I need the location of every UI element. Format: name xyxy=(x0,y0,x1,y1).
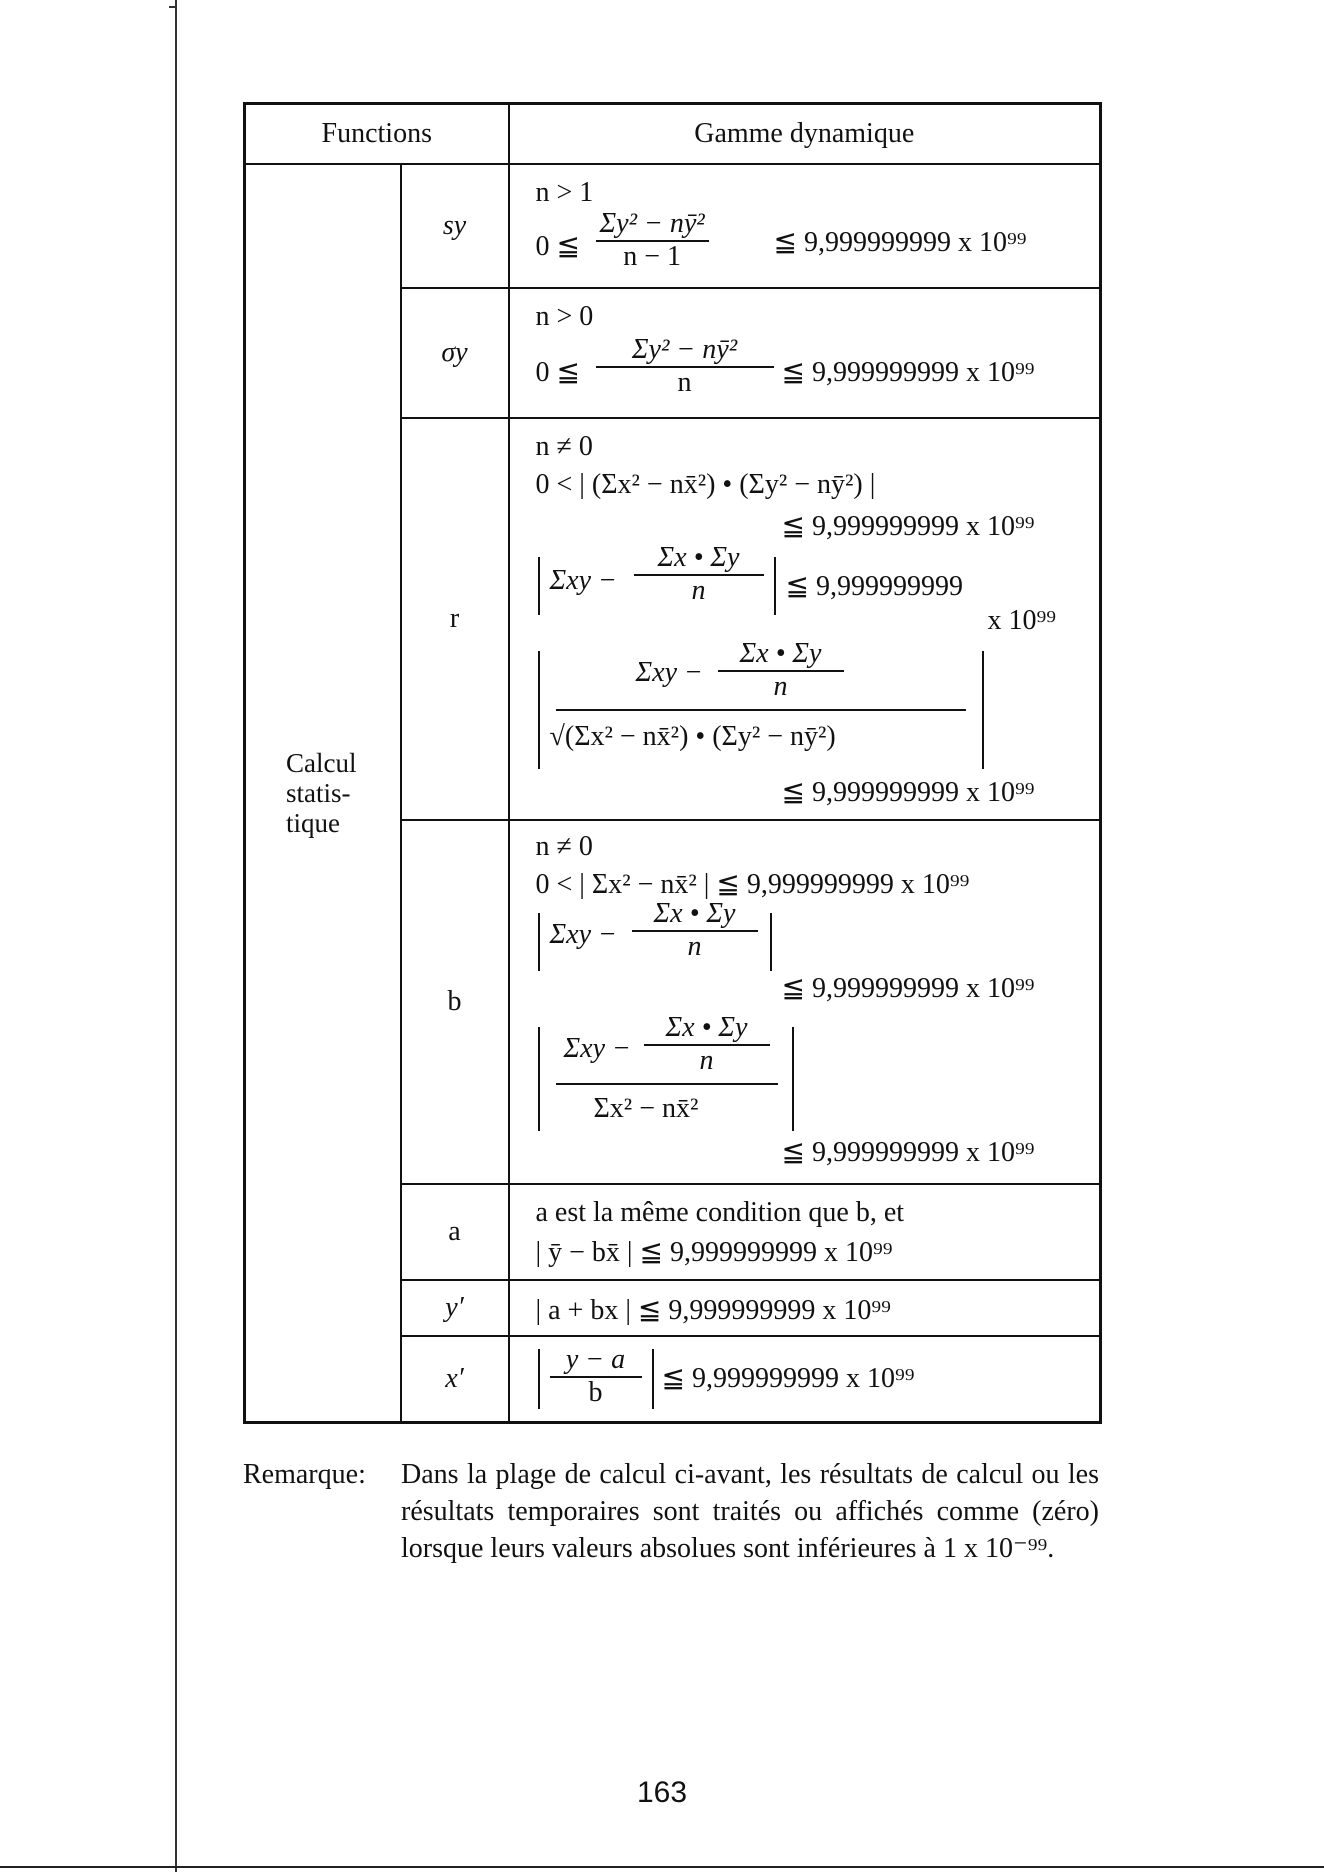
condition-line: √(Σx² − nx̄²) • (Σy² − nȳ²) xyxy=(549,721,836,752)
header-functions: Functions xyxy=(245,104,509,165)
function-name: b xyxy=(401,820,509,1184)
abs-bar-right xyxy=(792,1027,794,1131)
table-header-row xyxy=(245,104,1101,165)
condition-line: Σxy − xyxy=(549,565,617,596)
category-cell xyxy=(245,164,401,1423)
condition-line: | ȳ − bx̄ | ≦ 9,999999999 x 10⁹⁹ xyxy=(535,1237,893,1268)
fraction xyxy=(634,543,764,606)
fraction-denominator: n xyxy=(699,1045,714,1076)
fraction xyxy=(550,1345,642,1408)
condition-line: n ≠ 0 xyxy=(535,831,593,862)
condition-line: Σxy − xyxy=(635,657,703,688)
gutter-line xyxy=(175,0,177,1872)
function-name: σy xyxy=(401,288,509,418)
remark-text: Dans la plage de calcul ci-avant, les résultats de calcul ou les résultats temporaires sont traités ou affichés comme (zéro) lorsque leurs valeurs absolues sont inférieures à 1 x 10⁻⁹⁹. xyxy=(401,1459,1099,1564)
fraction xyxy=(644,1013,770,1076)
condition-line: ≦ 9,999999999 x 10⁹⁹ xyxy=(773,227,1027,258)
abs-bar-right xyxy=(982,651,984,769)
condition-line: n ≠ 0 xyxy=(535,431,593,462)
abs-bar-right xyxy=(652,1349,654,1409)
condition-line: ≦ 9,999999999 x 10⁹⁹ xyxy=(781,511,1035,542)
fraction-numerator: Σx • Σy xyxy=(718,639,844,672)
function-name: sy xyxy=(401,164,509,288)
function-name: a xyxy=(401,1184,509,1280)
abs-bar-left xyxy=(538,557,540,615)
condition-line: ≦ 9,999999999 x 10⁹⁹ xyxy=(781,973,1035,1004)
page-number: 163 xyxy=(636,1776,688,1809)
abs-bar-left xyxy=(538,651,540,769)
condition-line: 0 < | Σx² − nx̄² | ≦ 9,999999999 x 10⁹⁹ xyxy=(535,869,970,900)
condition-cell xyxy=(509,418,1101,820)
corner-tick xyxy=(169,6,177,8)
condition-line: n > 1 xyxy=(535,177,594,208)
abs-bar-right xyxy=(770,913,772,971)
fraction xyxy=(596,335,774,398)
condition-line: n > 0 xyxy=(535,301,594,332)
fraction-numerator: Σy² − nȳ² xyxy=(596,209,709,242)
condition-line: ≦ 9,999999999 x 10⁹⁹ xyxy=(661,1363,915,1394)
condition-cell xyxy=(509,1280,1101,1336)
condition-line: ≦ 9,999999999 x 10⁹⁹ xyxy=(781,777,1035,808)
condition-line: ≦ 9,999999999 xyxy=(785,571,963,602)
fraction-numerator: Σx • Σy xyxy=(644,1013,770,1046)
condition-line: a est la même condition que b, et xyxy=(535,1197,905,1228)
fraction-numerator: Σy² − nȳ² xyxy=(596,335,774,368)
condition-cell xyxy=(509,1336,1101,1423)
condition-cell xyxy=(509,1184,1101,1280)
fraction-numerator: Σx • Σy xyxy=(632,899,758,932)
category-label: Calcul statis- tique xyxy=(286,748,357,838)
fraction-denominator: b xyxy=(588,1377,603,1408)
abs-bar-left xyxy=(538,1027,540,1131)
fraction xyxy=(718,639,844,702)
condition-line: ≦ 9,999999999 x 10⁹⁹ xyxy=(781,1137,1035,1168)
abs-bar-left xyxy=(538,1349,540,1409)
condition-line: Σx² − nx̄² xyxy=(593,1093,699,1124)
condition-line: 0 ≦ xyxy=(535,231,580,262)
fraction xyxy=(632,899,758,962)
fraction-numerator: Σx • Σy xyxy=(634,543,764,576)
bottom-edge-line xyxy=(0,1866,1324,1868)
condition-line: 0 < | (Σx² − nx̄²) • (Σy² − nȳ²) | xyxy=(535,469,876,500)
condition-line: x 10⁹⁹ xyxy=(987,605,1057,636)
fraction-numerator: y − a xyxy=(550,1345,642,1378)
abs-bar-right xyxy=(774,557,776,615)
condition-line: | a + bx | ≦ 9,999999999 x 10⁹⁹ xyxy=(535,1295,891,1326)
main-fraction-bar xyxy=(556,709,966,711)
fraction-denominator: n xyxy=(687,931,702,962)
fraction-denominator: n xyxy=(691,575,706,606)
fraction-denominator: n xyxy=(773,671,788,702)
fraction-denominator: n xyxy=(677,367,692,398)
remark-label: Remarque: xyxy=(243,1459,366,1490)
function-name: y′ xyxy=(401,1280,509,1336)
header-range: Gamme dynamique xyxy=(509,104,1101,165)
fraction-denominator: n − 1 xyxy=(623,241,681,272)
condition-cell xyxy=(509,288,1101,418)
condition-line: Σxy − xyxy=(563,1033,631,1064)
function-name: r xyxy=(401,418,509,820)
condition-cell xyxy=(509,164,1101,288)
table-row xyxy=(245,164,1101,288)
abs-bar-left xyxy=(538,913,540,971)
condition-line: Σxy − xyxy=(549,919,617,950)
condition-line: 0 ≦ xyxy=(535,357,580,388)
function-name: x′ xyxy=(401,1336,509,1423)
condition-cell xyxy=(509,820,1101,1184)
main-fraction-bar xyxy=(556,1083,778,1085)
dynamic-range-table xyxy=(243,102,1102,1424)
fraction xyxy=(596,209,709,272)
condition-line: ≦ 9,999999999 x 10⁹⁹ xyxy=(781,357,1035,388)
